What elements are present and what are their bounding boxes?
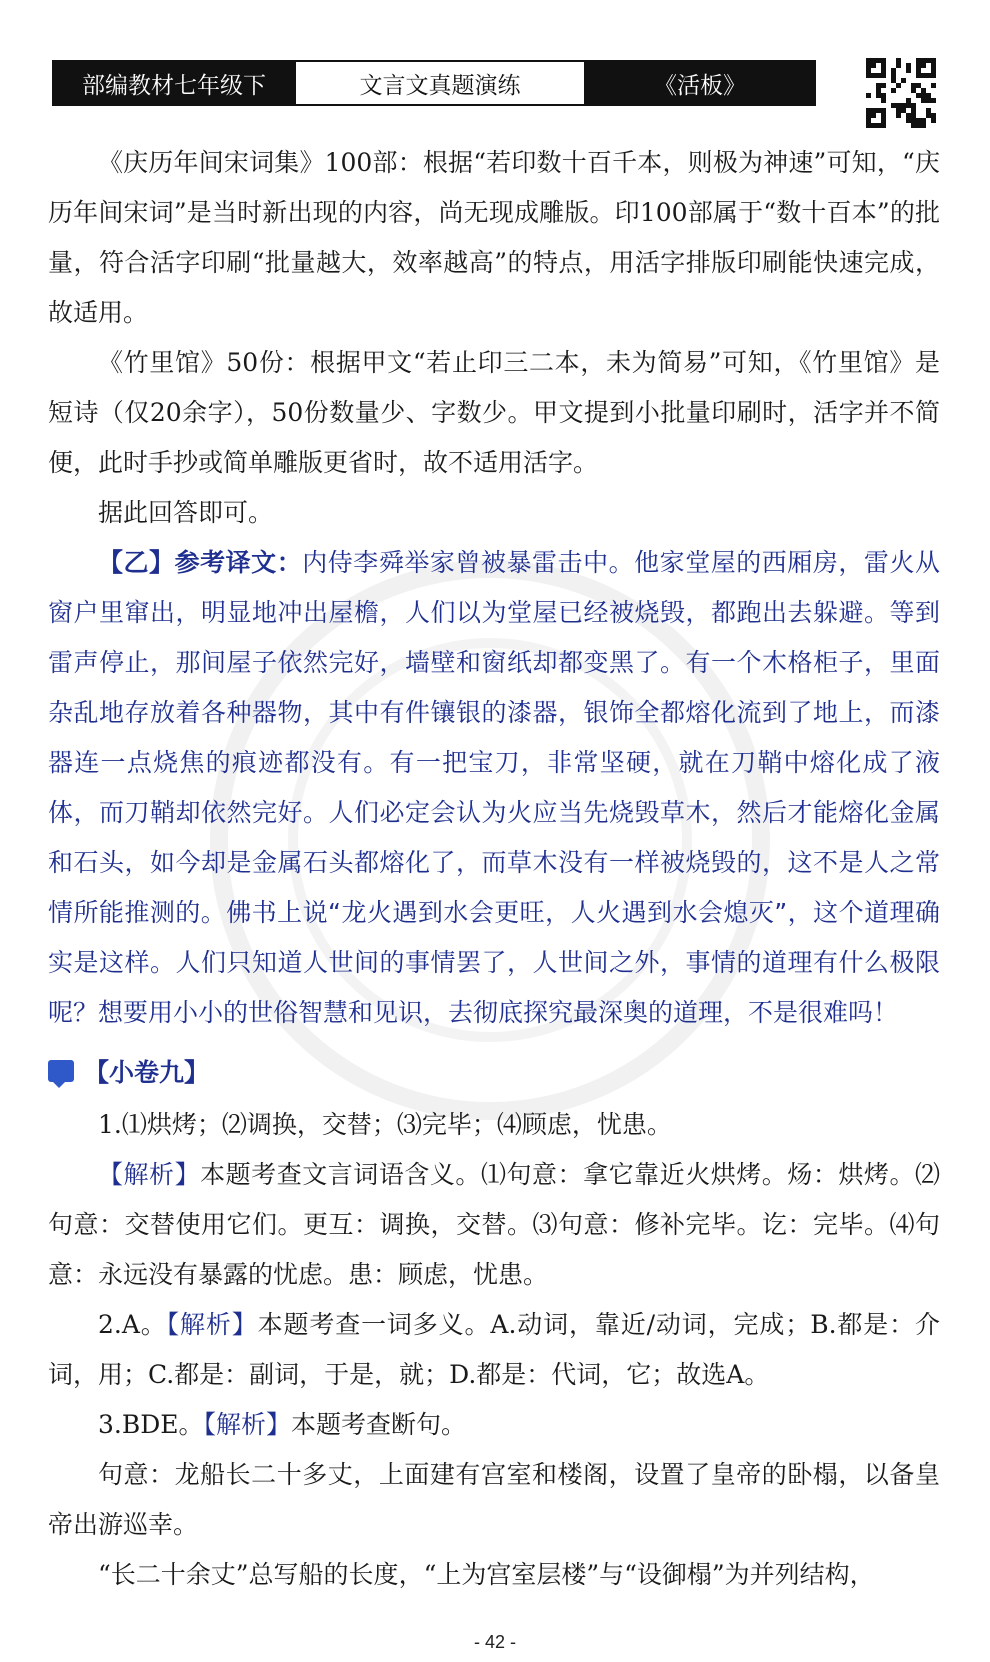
answer-q3 <box>48 1400 940 1450</box>
analysis-label: 【解析】 <box>203 1410 292 1439</box>
paragraph-translation-yi <box>48 538 940 1038</box>
analysis-label: 【解析】 <box>98 1160 201 1189</box>
answer-q3-meaning: 句意：龙船长二十多丈，上面建有宫室和楼阁，设置了皇帝的卧榻，以备皇帝出游巡幸。 <box>48 1460 940 1539</box>
header-lesson: 《活板》 <box>586 62 814 104</box>
qr-code-icon <box>866 58 936 128</box>
answer-q2 <box>48 1300 940 1400</box>
analysis-label: 【解析】 <box>166 1310 258 1339</box>
section-title: 【小卷九】 <box>84 1058 210 1087</box>
translation-text: 内侍李舜举家曾被暴雷击中。他家堂屋的西厢房，雷火从窗户里窜出，明显地冲出屋檐，人们以为堂屋已经被烧毁，都跑出去躲避。等到雷声停止，那间屋子依然完好，墙壁和窗纸却都变黑了。有一个木格柜子，里面杂乱地存放着各种器物，其中有件镶银的漆器，银饰全都熔化流到了地上，而漆器连一点烧焦的痕迹都没有。有一把宝刀，非常坚硬，就在刀鞘中熔化成了液体，而刀鞘却依然完好。人们必定会认为火应当先烧毁草木，然后才能熔化金属和石头，如今却是金属石头都熔化了，而草木没有一样被烧毁的，这不是人之常情所能推测的。佛书上说“龙火遇到水会更旺，人火遇到水会熄灭”，这个道理确实是这样。人们只知道人世间的事情罢了，人世间之外，事情的道理有什么极限呢？想要用小小的世俗智慧和见识，去彻底探究最深奥的道理，不是很难吗！ <box>48 548 940 1027</box>
answer-q2-prefix: 2.A。 <box>98 1310 167 1339</box>
header-subject: 文言文真题演练 <box>294 62 586 104</box>
answer-q3-prefix: 3.BDE。 <box>98 1410 204 1439</box>
answer-q3-structure: “长二十余丈”总写船的长度，“上为宫室层楼”与“设御榻”为并列结构， <box>98 1560 875 1589</box>
answer-q1: 1.⑴烘烤；⑵调换，交替；⑶完毕；⑷顾虑，忧患。 <box>98 1110 672 1139</box>
header-grade: 部编教材七年级下 <box>54 62 294 104</box>
analysis-text: 本题考查一词多义。A.动词，靠近/动词，完成；B.都是：介词，用；C.都是：副词，于是，就；D.都是：代词，它；故选A。 <box>48 1310 940 1389</box>
paragraph-zhu-li-guan: 《竹里馆》50份：根据甲文“若止印三二本，未为简易”可知，《竹里馆》是短诗（仅20余字），50份数量少、字数少。甲文提到小批量印刷时，活字并不简便，此时手抄或简单雕版更省时，故不适用活字。 <box>48 348 940 477</box>
analysis-text: 本题考查文言词语含义。⑴句意：拿它靠近火烘烤。炀：烘烤。⑵句意：交替使用它们。更互：调换，交替。⑶句意：修补完毕。讫：完毕。⑷句意：永远没有暴露的忧虑。患：顾虑，忧患。 <box>48 1160 940 1289</box>
paragraph-answer-note: 据此回答即可。 <box>98 498 274 527</box>
answer-q1-analysis <box>48 1150 940 1300</box>
translation-label: 【乙】参考译文： <box>98 548 303 577</box>
speech-bubble-icon <box>48 1060 74 1082</box>
document-header <box>52 60 816 106</box>
page-number: - 42 - <box>473 1632 516 1652</box>
section-heading <box>48 1046 940 1096</box>
paragraph-song-ci: 《庆历年间宋词集》100部：根据“若印数十百千本，则极为神速”可知，“庆历年间宋词”是当时新出现的内容，尚无现成雕版。印100部属于“数十百本”的批量，符合活字印刷“批量越大，效率越高”的特点，用活字排版印刷能快速完成，故适用。 <box>48 148 940 327</box>
page-content <box>48 138 940 1600</box>
analysis-text: 本题考查断句。 <box>291 1410 467 1439</box>
